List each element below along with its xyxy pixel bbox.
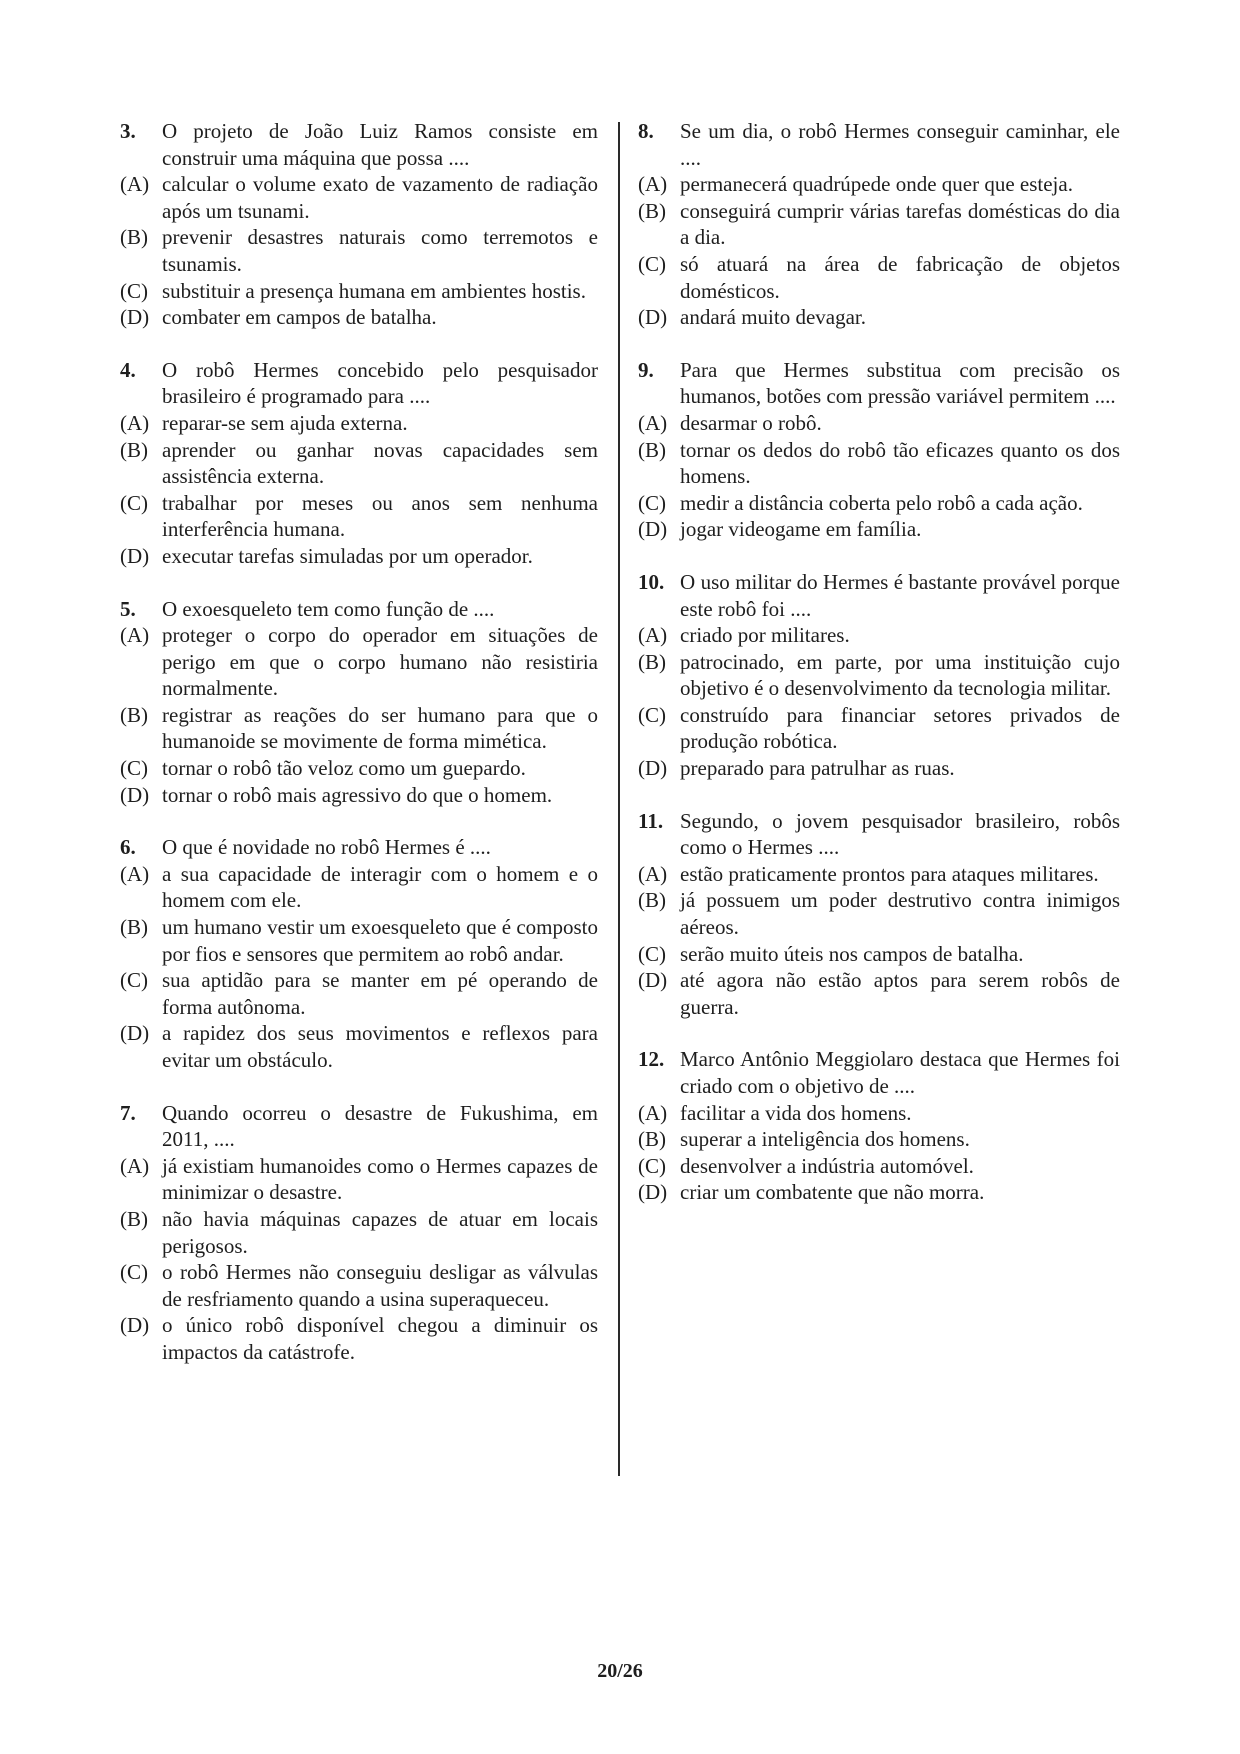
option-letter: (C) xyxy=(120,490,148,515)
option-letter: (A) xyxy=(638,623,668,648)
option-letter: (C) xyxy=(638,1153,666,1178)
question-8 xyxy=(638,118,1120,331)
option-text: a rapidez dos seus movimentos e reflexos para evitar um obstáculo. xyxy=(162,1021,598,1072)
question-text: O robô Hermes concebido pelo pesquisador brasileiro é programado para .... xyxy=(162,357,598,409)
option-text: o único robô disponível chegou a diminuir os impactos da catástrofe. xyxy=(162,1313,598,1364)
option-text: a sua capacidade de interagir com o homem e o homem com ele. xyxy=(162,861,598,913)
column-divider xyxy=(618,122,620,1476)
option-letter: (D) xyxy=(638,968,668,993)
question-10 xyxy=(638,569,1120,782)
option-b xyxy=(638,1126,1120,1153)
option-text: permanecerá quadrúpede onde quer que esteja. xyxy=(680,172,1073,197)
option-letter: (C) xyxy=(638,490,666,515)
option-b xyxy=(120,914,598,967)
right-column xyxy=(638,118,1120,1206)
option-text: jogar videogame em família. xyxy=(680,517,922,542)
option-text: estão praticamente prontos para ataques militares. xyxy=(680,861,1099,886)
question-text: O uso militar do Hermes é bastante provável porque este robô foi .... xyxy=(680,569,1120,621)
option-letter: (C) xyxy=(120,756,148,781)
option-b xyxy=(638,649,1120,702)
option-letter: (B) xyxy=(120,915,148,940)
option-a xyxy=(638,410,1120,437)
option-letter: (A) xyxy=(120,1153,150,1178)
option-b xyxy=(638,437,1120,490)
question-stem xyxy=(120,834,598,861)
question-4 xyxy=(120,357,598,570)
option-c xyxy=(120,490,598,543)
option-text: criado por militares. xyxy=(680,623,850,648)
option-text: combater em campos de batalha. xyxy=(162,305,437,330)
option-b xyxy=(120,1206,598,1259)
option-a xyxy=(120,1153,598,1206)
option-text: construído para financiar setores privados de produção robótica. xyxy=(680,702,1120,754)
question-text: Se um dia, o robô Hermes conseguir caminhar, ele .... xyxy=(680,119,1120,170)
option-letter: (B) xyxy=(638,198,666,223)
option-letter: (B) xyxy=(120,437,148,462)
question-number: 11. xyxy=(638,808,664,833)
question-stem xyxy=(638,118,1120,171)
question-text: Segundo, o jovem pesquisador brasileiro, robôs como o Hermes .... xyxy=(680,808,1120,860)
question-stem xyxy=(120,596,598,623)
option-text: até agora não estão aptos para serem robôs de guerra. xyxy=(680,968,1120,1019)
option-a xyxy=(120,171,598,224)
option-letter: (D) xyxy=(120,782,150,807)
question-stem xyxy=(120,357,598,410)
option-text: aprender ou ganhar novas capacidades sem assistência externa. xyxy=(162,437,598,489)
option-d xyxy=(638,516,1120,543)
option-d xyxy=(120,1312,598,1365)
option-text: superar a inteligência dos homens. xyxy=(680,1127,970,1152)
question-number: 5. xyxy=(120,596,136,621)
question-text: Para que Hermes substitua com precisão os humanos, botões com pressão variável permitem .... xyxy=(680,357,1120,409)
question-9 xyxy=(638,357,1120,543)
option-letter: (C) xyxy=(120,1260,148,1285)
option-text: conseguirá cumprir várias tarefas domésticas do dia a dia. xyxy=(680,198,1120,250)
option-text: não havia máquinas capazes de atuar em locais perigosos. xyxy=(162,1206,598,1258)
option-letter: (D) xyxy=(638,1180,668,1205)
option-text: desenvolver a indústria automóvel. xyxy=(680,1153,974,1178)
question-5 xyxy=(120,596,598,809)
option-b xyxy=(120,437,598,490)
option-letter: (A) xyxy=(120,410,150,435)
option-letter: (A) xyxy=(638,1100,668,1125)
option-c xyxy=(638,1153,1120,1180)
question-6 xyxy=(120,834,598,1073)
question-text: Quando ocorreu o desastre de Fukushima, em 2011, .... xyxy=(162,1100,598,1152)
option-text: o robô Hermes não conseguiu desligar as válvulas de resfriamento quando a usina superaqueceu. xyxy=(162,1260,598,1311)
question-text: O projeto de João Luiz Ramos consiste em construir uma máquina que possa .... xyxy=(162,119,598,170)
option-a xyxy=(638,171,1120,198)
option-c xyxy=(120,755,598,782)
option-letter: (C) xyxy=(120,968,148,993)
option-letter: (B) xyxy=(638,1127,666,1152)
option-c xyxy=(638,251,1120,304)
option-text: executar tarefas simuladas por um operador. xyxy=(162,543,533,568)
question-stem xyxy=(638,1046,1120,1099)
question-number: 8. xyxy=(638,119,654,143)
option-letter: (B) xyxy=(120,702,148,727)
option-letter: (D) xyxy=(638,517,668,542)
option-letter: (B) xyxy=(120,225,148,250)
question-number: 4. xyxy=(120,357,136,382)
option-b xyxy=(638,198,1120,251)
option-letter: (D) xyxy=(120,1313,150,1338)
option-b xyxy=(120,224,598,277)
option-text: patrocinado, em parte, por uma instituição cujo objetivo é o desenvolvimento da tecnologia militar. xyxy=(680,649,1120,701)
question-text: O exoesqueleto tem como função de .... xyxy=(162,596,495,621)
option-d xyxy=(638,304,1120,331)
question-stem xyxy=(638,808,1120,861)
option-text: só atuará na área de fabricação de objetos domésticos. xyxy=(680,251,1120,303)
option-d xyxy=(638,1179,1120,1206)
option-text: facilitar a vida dos homens. xyxy=(680,1100,912,1125)
option-letter: (C) xyxy=(638,251,666,276)
option-c xyxy=(638,702,1120,755)
option-a xyxy=(638,1100,1120,1127)
question-stem xyxy=(638,569,1120,622)
question-12 xyxy=(638,1046,1120,1206)
option-d xyxy=(120,543,598,570)
option-a xyxy=(120,861,598,914)
option-c xyxy=(120,967,598,1020)
question-stem xyxy=(120,118,598,171)
option-letter: (A) xyxy=(638,172,668,197)
option-d xyxy=(120,1020,598,1073)
question-stem xyxy=(638,357,1120,410)
option-text: sua aptidão para se manter em pé operando de forma autônoma. xyxy=(162,968,598,1019)
option-letter: (D) xyxy=(638,756,668,781)
option-text: tornar o robô mais agressivo do que o homem. xyxy=(162,782,553,807)
question-number: 6. xyxy=(120,835,136,860)
option-a xyxy=(638,622,1120,649)
option-text: substituir a presença humana em ambientes hostis. xyxy=(162,278,586,303)
option-d xyxy=(120,782,598,809)
question-number: 9. xyxy=(638,357,654,382)
option-text: medir a distância coberta pelo robô a cada ação. xyxy=(680,490,1083,515)
question-stem xyxy=(120,1100,598,1153)
question-3 xyxy=(120,118,598,331)
option-letter: (B) xyxy=(638,649,666,674)
option-text: já possuem um poder destrutivo contra inimigos aéreos. xyxy=(680,888,1120,940)
option-letter: (A) xyxy=(120,623,150,648)
option-letter: (D) xyxy=(638,305,668,330)
option-letter: (C) xyxy=(638,702,666,727)
option-letter: (A) xyxy=(638,861,668,886)
option-text: andará muito devagar. xyxy=(680,305,867,330)
option-text: reparar-se sem ajuda externa. xyxy=(162,410,408,435)
option-text: proteger o corpo do operador em situações de perigo em que o corpo humano não resistiria normalmente. xyxy=(162,623,598,701)
option-text: desarmar o robô. xyxy=(680,410,822,435)
option-text: tornar o robô tão veloz como um guepardo. xyxy=(162,756,526,781)
option-d xyxy=(120,304,598,331)
option-text: tornar os dedos do robô tão eficazes quanto os dos homens. xyxy=(680,437,1120,489)
option-a xyxy=(638,861,1120,888)
option-text: já existiam humanoides como o Hermes capazes de minimizar o desastre. xyxy=(162,1153,598,1205)
option-c xyxy=(638,490,1120,517)
option-text: registrar as reações do ser humano para que o humanoide se movimente de forma mimética. xyxy=(162,702,598,754)
option-text: trabalhar por meses ou anos sem nenhuma interferência humana. xyxy=(162,490,598,542)
page-number: 20/26 xyxy=(597,1660,643,1682)
option-letter: (D) xyxy=(120,305,150,330)
option-a xyxy=(120,622,598,702)
option-text: preparado para patrulhar as ruas. xyxy=(680,756,955,781)
question-11 xyxy=(638,808,1120,1021)
question-text: O que é novidade no robô Hermes é .... xyxy=(162,835,491,860)
option-text: serão muito úteis nos campos de batalha. xyxy=(680,941,1024,966)
option-c xyxy=(120,278,598,305)
question-text: Marco Antônio Meggiolaro destaca que Hermes foi criado com o objetivo de .... xyxy=(680,1047,1120,1098)
option-text: prevenir desastres naturais como terremotos e tsunamis. xyxy=(162,225,598,276)
option-c xyxy=(638,941,1120,968)
option-text: calcular o volume exato de vazamento de radiação após um tsunami. xyxy=(162,172,598,223)
option-b xyxy=(638,887,1120,940)
option-d xyxy=(638,967,1120,1020)
left-column xyxy=(120,118,598,1366)
option-text: criar um combatente que não morra. xyxy=(680,1180,985,1205)
question-number: 3. xyxy=(120,119,136,143)
option-d xyxy=(638,755,1120,782)
option-letter: (B) xyxy=(638,888,666,913)
question-number: 10. xyxy=(638,569,665,594)
option-letter: (A) xyxy=(120,861,150,886)
option-letter: (B) xyxy=(638,437,666,462)
question-7 xyxy=(120,1100,598,1366)
option-letter: (A) xyxy=(638,410,668,435)
option-text: um humano vestir um exoesqueleto que é composto por fios e sensores que permitem ao robô andar. xyxy=(162,915,598,966)
option-c xyxy=(120,1259,598,1312)
option-letter: (C) xyxy=(638,941,666,966)
option-letter: (C) xyxy=(120,278,148,303)
option-a xyxy=(120,410,598,437)
question-number: 7. xyxy=(120,1100,136,1125)
option-letter: (D) xyxy=(120,543,150,568)
option-letter: (D) xyxy=(120,1021,150,1046)
option-letter: (B) xyxy=(120,1206,148,1231)
question-number: 12. xyxy=(638,1047,665,1072)
option-b xyxy=(120,702,598,755)
option-letter: (A) xyxy=(120,172,150,197)
